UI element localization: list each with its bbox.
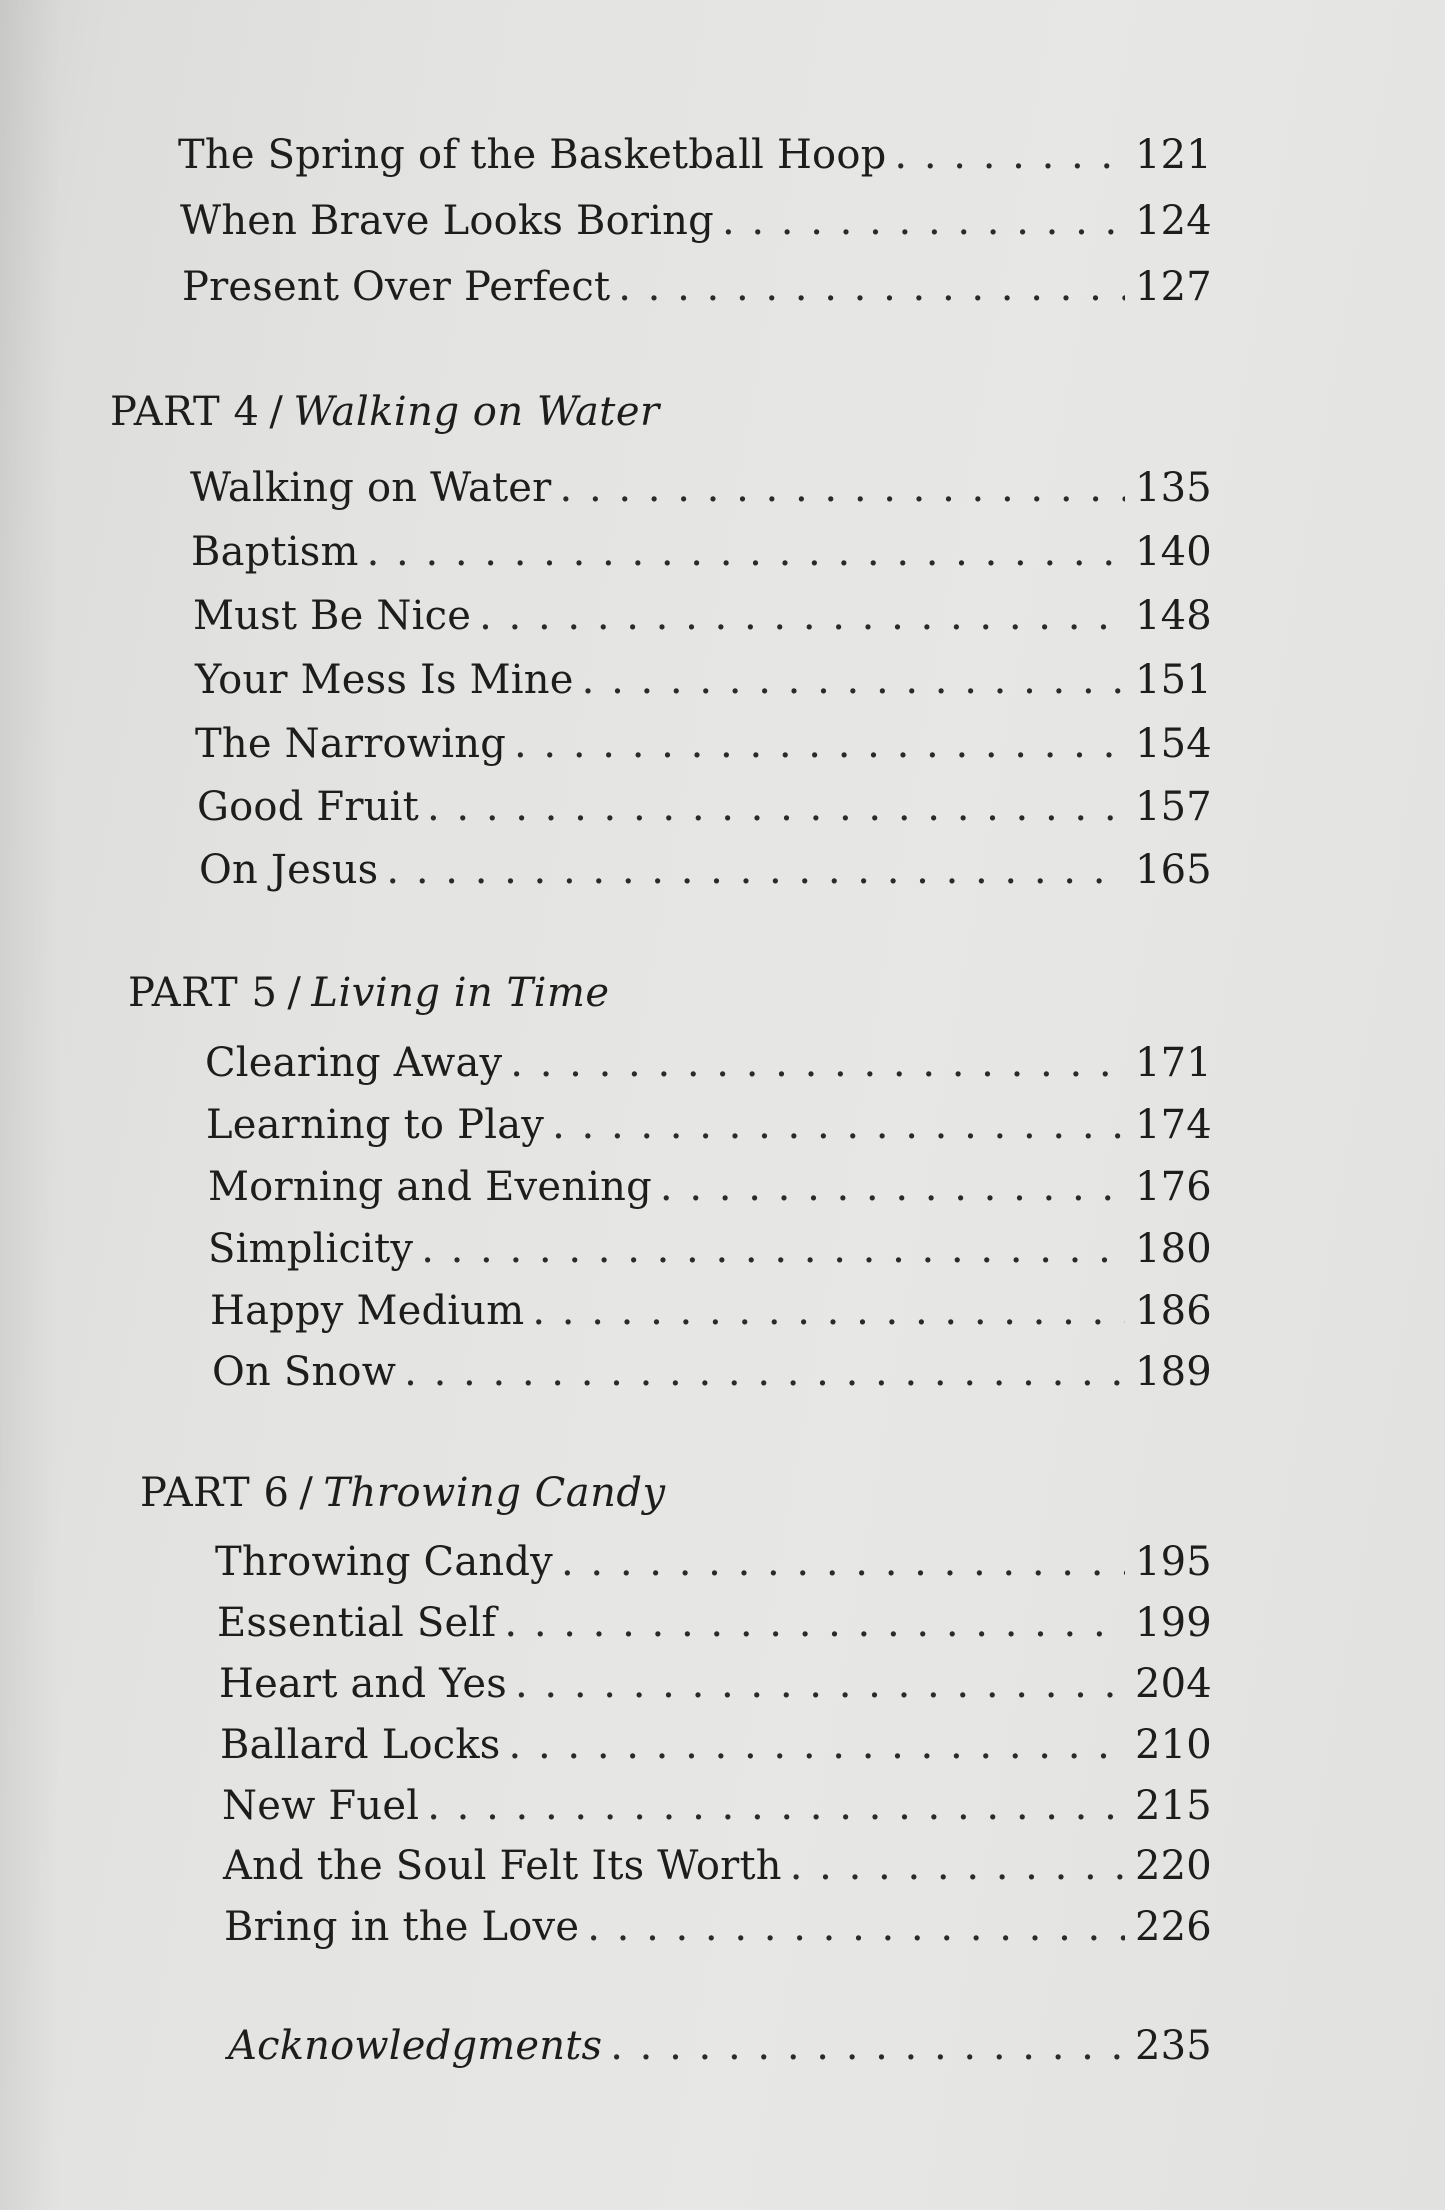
toc-entry <box>219 1654 1212 1714</box>
dot-leader <box>582 650 1125 710</box>
entry-page-number: 176 <box>1135 1164 1212 1210</box>
toc-entry <box>182 257 1212 317</box>
dot-leader <box>427 777 1125 837</box>
part-heading <box>140 1463 666 1523</box>
entry-title: Baptism <box>191 529 359 575</box>
toc-entry <box>190 458 1212 518</box>
entry-page-number: 189 <box>1135 1349 1212 1395</box>
entry-page-number: 210 <box>1135 1722 1212 1768</box>
dot-leader <box>367 522 1125 582</box>
entry-page-number: 235 <box>1135 2023 1212 2069</box>
entry-page-number: 165 <box>1135 847 1212 893</box>
entry-title: Ballard Locks <box>220 1722 501 1768</box>
entry-page-number: 148 <box>1135 593 1212 639</box>
dot-leader <box>561 1532 1125 1592</box>
part-label: PART 6 <box>140 1470 290 1516</box>
dot-leader <box>618 257 1125 317</box>
part-heading <box>110 382 660 442</box>
entry-page-number: 124 <box>1135 198 1212 244</box>
entry-page-number: 127 <box>1135 264 1212 310</box>
part-heading <box>128 963 610 1023</box>
dot-leader <box>790 1836 1125 1896</box>
entry-title: Happy Medium <box>210 1288 525 1334</box>
toc-entry <box>178 125 1212 185</box>
entry-page-number: 135 <box>1135 465 1212 511</box>
entry-page-number: 154 <box>1135 721 1212 767</box>
entry-page-number: 157 <box>1135 784 1212 830</box>
entry-title: On Jesus <box>199 847 379 893</box>
entry-page-number: 220 <box>1135 1843 1212 1889</box>
dot-leader <box>660 1157 1125 1217</box>
entry-title: Good Fruit <box>197 784 419 830</box>
toc-entry <box>224 1897 1212 1957</box>
dot-leader <box>515 1654 1125 1714</box>
entry-title: Simplicity <box>208 1226 414 1272</box>
toc-entry <box>205 1033 1212 1093</box>
dot-leader <box>560 458 1125 518</box>
entry-title: And the Soul Felt Its Worth <box>223 1843 782 1889</box>
dot-leader <box>552 1095 1125 1155</box>
entry-page-number: 171 <box>1135 1040 1212 1086</box>
dot-leader <box>722 191 1125 251</box>
toc-entry <box>199 840 1212 900</box>
dot-leader <box>509 1715 1125 1775</box>
dot-leader <box>587 1897 1125 1957</box>
toc-entry <box>210 1281 1212 1341</box>
toc-entry <box>222 1776 1212 1836</box>
part-title: Living in Time <box>311 970 610 1016</box>
part-separator: / <box>299 1470 314 1516</box>
entry-title: The Narrowing <box>195 721 506 767</box>
entry-title: Morning and Evening <box>208 1164 652 1210</box>
entry-title: On Snow <box>212 1349 397 1395</box>
dot-leader <box>510 1033 1125 1093</box>
entry-title: Clearing Away <box>205 1040 503 1086</box>
part-label: PART 4 <box>110 389 260 435</box>
toc-entry <box>220 1715 1212 1775</box>
toc-entry <box>208 1157 1212 1217</box>
part-title: Walking on Water <box>293 389 660 435</box>
toc-entry-acknowledgments <box>228 2016 1212 2076</box>
entry-title: Present Over Perfect <box>182 264 611 310</box>
toc-entry <box>195 714 1212 774</box>
entry-title: When Brave Looks Boring <box>180 198 714 244</box>
entry-page-number: 151 <box>1135 657 1212 703</box>
entry-title: New Fuel <box>222 1783 420 1829</box>
toc-entry <box>197 777 1212 837</box>
part-label: PART 5 <box>128 970 278 1016</box>
entry-title: Walking on Water <box>190 465 552 511</box>
entry-page-number: 180 <box>1135 1226 1212 1272</box>
dot-leader <box>479 586 1125 646</box>
dot-leader <box>894 125 1125 185</box>
entry-title: The Spring of the Basketball Hoop <box>178 132 887 178</box>
toc-entry <box>180 191 1212 251</box>
entry-title: Bring in the Love <box>224 1904 580 1950</box>
dot-leader <box>404 1342 1125 1402</box>
entry-page-number: 195 <box>1135 1539 1212 1585</box>
entry-title: Must Be Nice <box>193 593 472 639</box>
entry-page-number: 215 <box>1135 1783 1212 1829</box>
toc-entry <box>223 1836 1212 1896</box>
toc-entry <box>215 1532 1212 1592</box>
dot-leader <box>532 1281 1125 1341</box>
entry-title: Essential Self <box>217 1600 497 1646</box>
dot-leader <box>421 1219 1125 1279</box>
part-title: Throwing Candy <box>323 1470 666 1516</box>
entry-title: Throwing Candy <box>215 1539 553 1585</box>
toc-entry <box>206 1095 1212 1155</box>
entry-page-number: 121 <box>1135 132 1212 178</box>
toc-entry <box>217 1593 1212 1653</box>
entry-page-number: 186 <box>1135 1288 1212 1334</box>
dot-leader <box>610 2016 1125 2076</box>
toc-entry <box>195 650 1212 710</box>
part-separator: / <box>269 389 284 435</box>
entry-title: Heart and Yes <box>219 1661 507 1707</box>
entry-title: Acknowledgments <box>228 2023 603 2069</box>
entry-page-number: 204 <box>1135 1661 1212 1707</box>
toc-entry <box>191 522 1212 582</box>
dot-leader <box>386 840 1125 900</box>
toc-entry <box>193 586 1212 646</box>
toc-entry <box>208 1219 1212 1279</box>
entry-title: Your Mess Is Mine <box>195 657 574 703</box>
entry-title: Learning to Play <box>206 1102 545 1148</box>
entry-page-number: 199 <box>1135 1600 1212 1646</box>
entry-page-number: 140 <box>1135 529 1212 575</box>
entry-page-number: 174 <box>1135 1102 1212 1148</box>
part-separator: / <box>287 970 302 1016</box>
dot-leader <box>427 1776 1125 1836</box>
toc-entry <box>212 1342 1212 1402</box>
entry-page-number: 226 <box>1135 1904 1212 1950</box>
dot-leader <box>514 714 1125 774</box>
dot-leader <box>504 1593 1125 1653</box>
